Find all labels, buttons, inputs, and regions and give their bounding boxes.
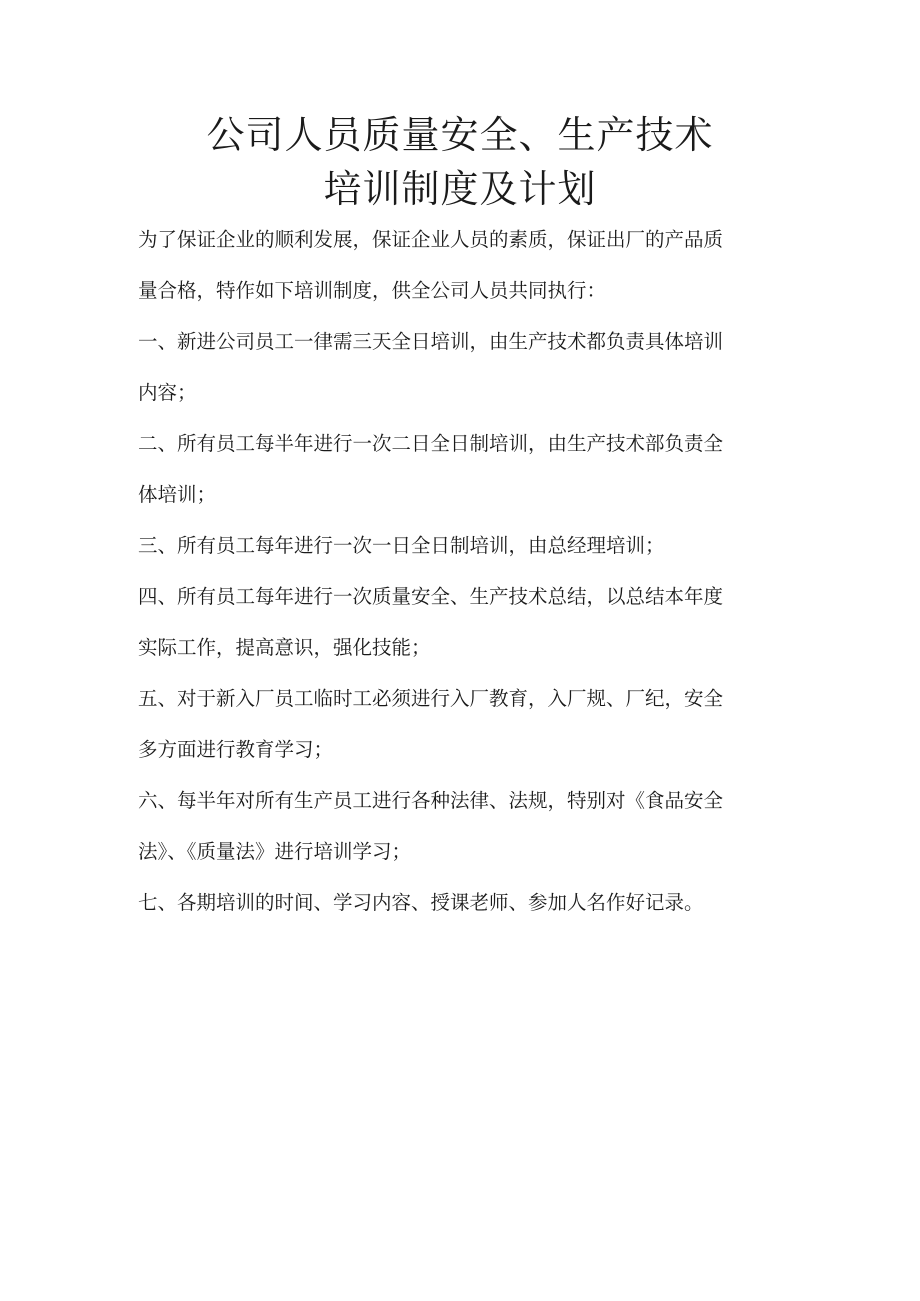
title-line-2: 培训制度及计划: [323, 167, 597, 211]
intro-line-2: 量合格，特作如下培训制度，供全公司人员共同执行：: [138, 279, 607, 302]
item-5-line-1: 五、对于新入厂员工临时工必须进行入厂教育，入厂规、厂纪，安全: [138, 687, 724, 710]
title-line-1: 公司人员质量安全、生产技术: [206, 113, 714, 157]
item-4-line-1: 四、所有员工每年进行一次质量安全、生产技术总结，以总结本年度: [138, 585, 724, 608]
item-6-line-1: 六、每半年对所有生产员工进行各种法律、法规，特别对《食品安全: [138, 789, 724, 812]
intro-line-1: 为了保证企业的顺利发展，保证企业人员的素质，保证出厂的产品质: [138, 228, 724, 251]
item-3-line-1: 三、所有员工每年进行一次一日全日制培训，由总经理培训；: [138, 534, 665, 557]
document-title: [0, 108, 920, 216]
item-1-line-2: 内容；: [138, 381, 197, 404]
document-body: [138, 214, 748, 928]
item-5-line-2: 多方面进行教育学习；: [138, 738, 334, 761]
item-7-line-1: 七、各期培训的时间、学习内容、授课老师、参加人名作好记录。: [138, 891, 704, 914]
item-6-line-2: 法》、《质量法》进行培训学习；: [138, 840, 412, 863]
item-4-line-2: 实际工作，提高意识，强化技能；: [138, 636, 431, 659]
item-1-line-1: 一、新进公司员工一律需三天全日培训，由生产技术都负责具体培训: [138, 330, 724, 353]
item-2-line-2: 体培训；: [138, 483, 217, 506]
item-2-line-1: 二、所有员工每半年进行一次二日全日制培训，由生产技术部负责全: [138, 432, 724, 455]
